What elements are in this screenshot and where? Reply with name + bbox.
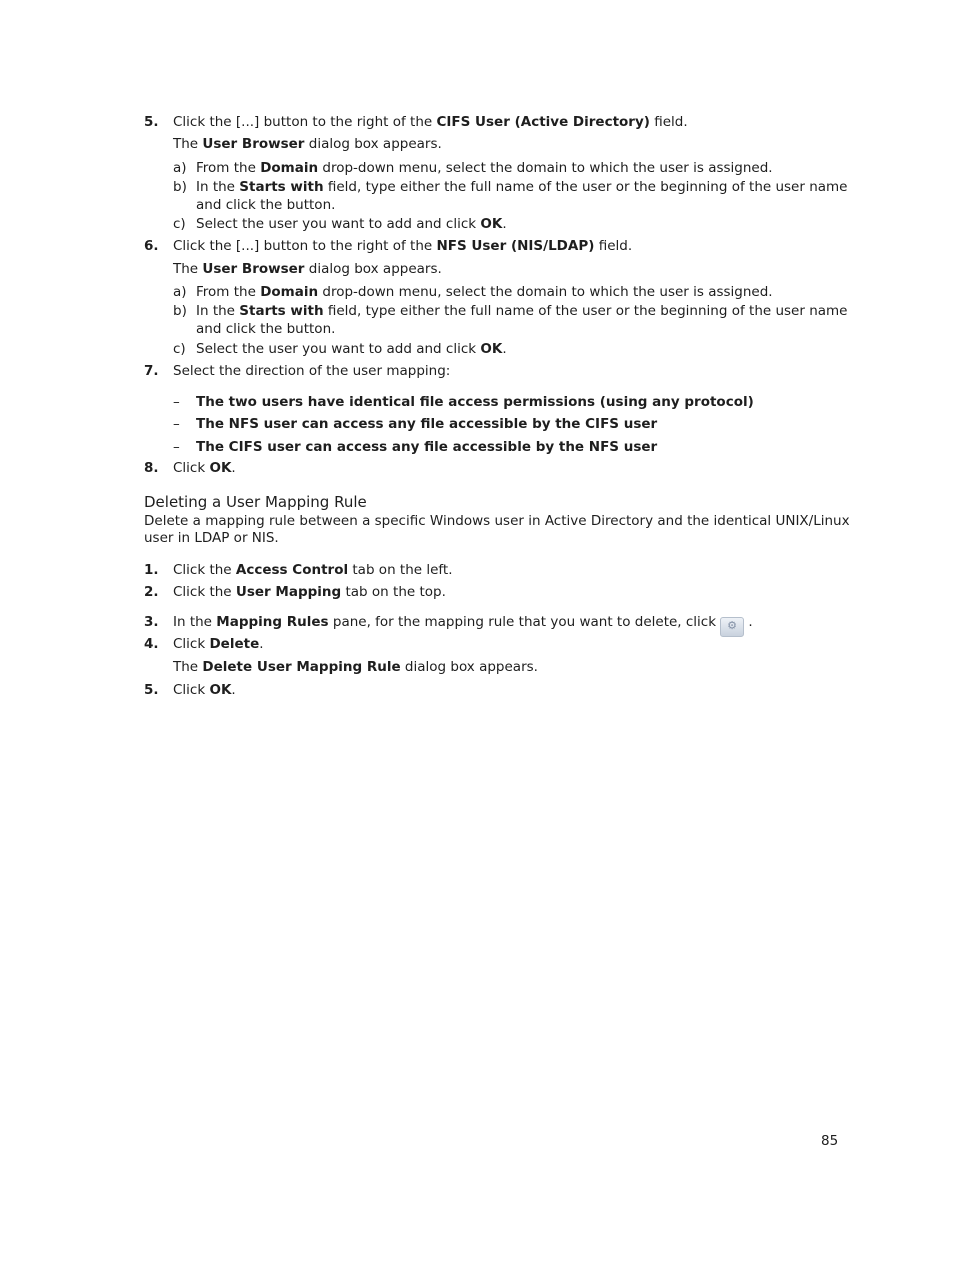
step-number: 2. bbox=[144, 584, 159, 600]
substep-text: Select the user you want to add and click OK. bbox=[196, 216, 507, 232]
section-heading: Deleting a User Mapping Rule bbox=[144, 493, 367, 511]
mapping-option: The CIFS user can access any file accessible by the NFS user bbox=[196, 439, 658, 455]
step-number: 1. bbox=[144, 562, 159, 578]
step-text: Click the [...] button to the right of the NFS User (NIS/LDAP) field. bbox=[173, 238, 633, 254]
step-number: 7. bbox=[144, 363, 159, 379]
substep-label: a) bbox=[173, 284, 187, 300]
option-dash: – bbox=[173, 394, 180, 410]
step-number: 3. bbox=[144, 614, 159, 630]
step-note: The User Browser dialog box appears. bbox=[173, 136, 442, 152]
gear-icon: ⚙ bbox=[720, 617, 744, 637]
substep-text-cont: and click the button. bbox=[196, 321, 336, 337]
substep-text: In the Starts with field, type either the full name of the user or the beginning of the user name bbox=[196, 303, 848, 319]
step-number: 4. bbox=[144, 636, 159, 652]
substep-label: b) bbox=[173, 179, 187, 195]
step-text: Click OK. bbox=[173, 682, 236, 698]
mapping-option: The two users have identical file access permissions (using any protocol) bbox=[196, 394, 754, 410]
step-text: Click the User Mapping tab on the top. bbox=[173, 584, 446, 600]
step-text: Click the Access Control tab on the left. bbox=[173, 562, 453, 578]
step-text: Click OK. bbox=[173, 460, 236, 476]
section-intro-cont: user in LDAP or NIS. bbox=[144, 530, 279, 546]
step-note: The User Browser dialog box appears. bbox=[173, 261, 442, 277]
step-text: In the Mapping Rules pane, for the mapping rule that you want to delete, click ⚙ . bbox=[173, 613, 753, 637]
substep-text: From the Domain drop-down menu, select the domain to which the user is assigned. bbox=[196, 284, 773, 300]
substep-text-cont: and click the button. bbox=[196, 197, 336, 213]
substep-text: From the Domain drop-down menu, select the domain to which the user is assigned. bbox=[196, 160, 773, 176]
substep-label: b) bbox=[173, 303, 187, 319]
step-text: Select the direction of the user mapping: bbox=[173, 363, 451, 379]
substep-label: c) bbox=[173, 341, 186, 357]
step-number: 5. bbox=[144, 682, 159, 698]
substep-text: In the Starts with field, type either the full name of the user or the beginning of the user name bbox=[196, 179, 848, 195]
substep-text: Select the user you want to add and click OK. bbox=[196, 341, 507, 357]
step-text: Click Delete. bbox=[173, 636, 264, 652]
step-number: 5. bbox=[144, 114, 159, 130]
option-dash: – bbox=[173, 416, 180, 432]
substep-label: a) bbox=[173, 160, 187, 176]
step-note: The Delete User Mapping Rule dialog box appears. bbox=[173, 659, 538, 675]
step-number: 8. bbox=[144, 460, 159, 476]
page-number: 85 bbox=[821, 1133, 839, 1149]
step-text: Click the [...] button to the right of the CIFS User (Active Directory) field. bbox=[173, 114, 688, 130]
step-number: 6. bbox=[144, 238, 159, 254]
section-intro: Delete a mapping rule between a specific Windows user in Active Directory and the identical UNIX/Linux bbox=[144, 513, 850, 529]
option-dash: – bbox=[173, 439, 180, 455]
substep-label: c) bbox=[173, 216, 186, 232]
mapping-option: The NFS user can access any file accessible by the CIFS user bbox=[196, 416, 658, 432]
